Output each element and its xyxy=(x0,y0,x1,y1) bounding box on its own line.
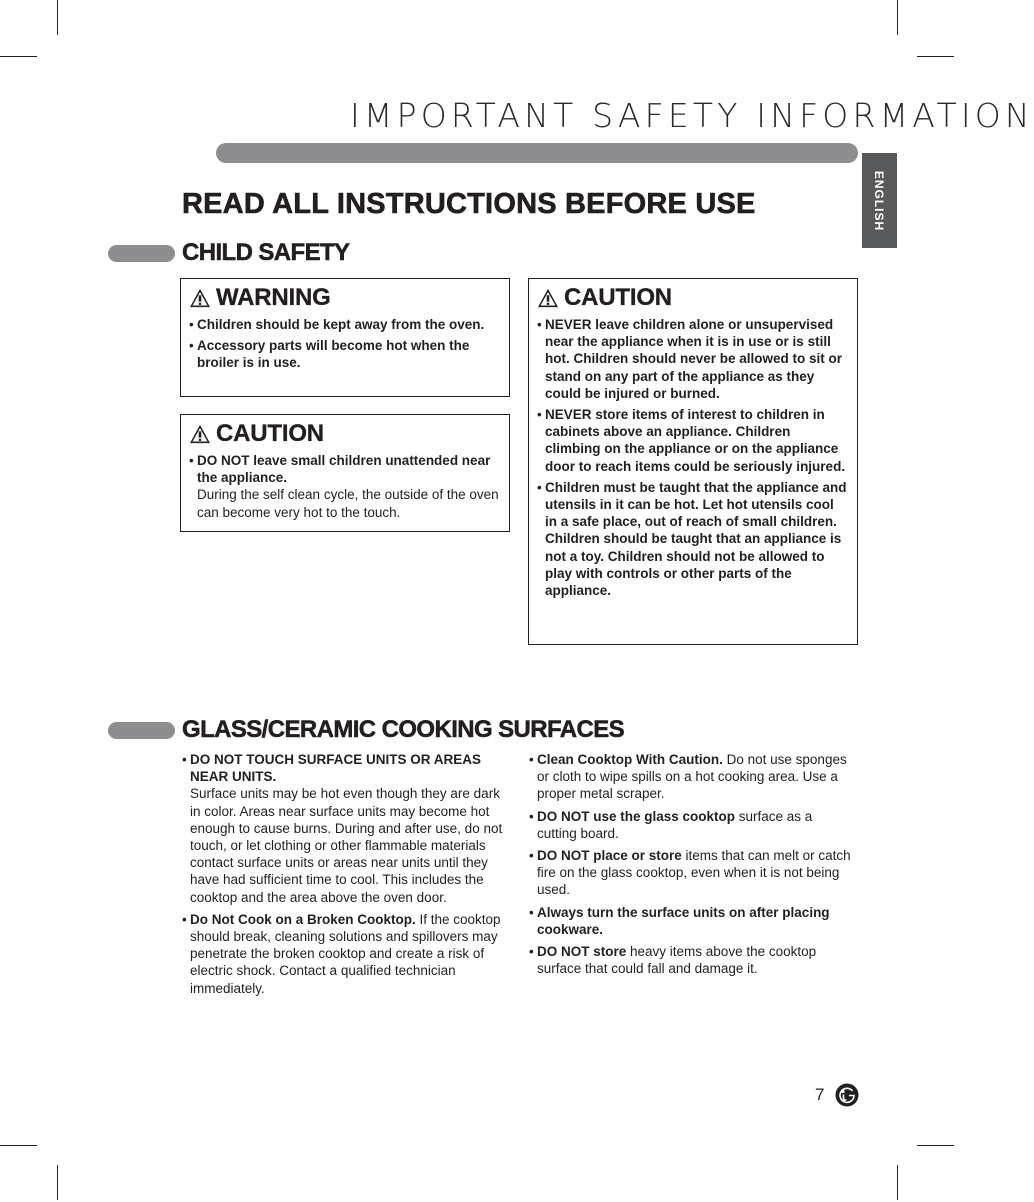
warning-box xyxy=(180,278,510,397)
glass-ceramic-left-column xyxy=(182,751,507,1002)
list-item: • DO NOT store heavy items above the cooktop surface that could fall and damage it. xyxy=(529,943,854,977)
warning-label: WARNING xyxy=(216,284,331,311)
section-title-child-safety: CHILD SAFETY xyxy=(182,239,350,266)
list-item: • DO NOT TOUCH SURFACE UNITS OR AREAS NEAR UNITS. Surface units may be hot even though they are dark in color. Areas near surface units may become hot enough to cause burns. During and after use, do not touch, or let clothing or other flammable materials contact surface units or areas near units until they have had sufficient time to cool. This includes the cooktop and the area above the oven door. xyxy=(182,751,507,906)
list-item: • Do Not Cook on a Broken Cooktop. If the cooktop should break, cleaning solutions and spillovers may penetrate the broken cooktop and create a risk of electric shock. Contact a qualified technician immediately. xyxy=(182,911,507,997)
warning-triangle-icon xyxy=(189,424,211,444)
crop-mark xyxy=(57,1165,58,1200)
section-title-glass-ceramic: GLASS/CERAMIC COOKING SURFACES xyxy=(182,716,625,743)
glass-ceramic-list-left xyxy=(182,751,507,997)
warning-triangle-icon xyxy=(537,288,559,308)
warning-box-title xyxy=(189,283,501,313)
list-item: • NEVER leave children alone or unsupervised near the appliance when it is in use or is still hot. Children should never be allowed to sit or stand on any part of the appliance as they could be injured or burned. xyxy=(537,316,849,402)
caution-box-title xyxy=(537,283,849,313)
main-heading: READ ALL INSTRUCTIONS BEFORE USE xyxy=(182,188,756,220)
crop-mark xyxy=(0,56,37,57)
list-item: • NEVER store items of interest to children in cabinets above an appliance. Children climbing on the appliance or on the appliance door to reach items could be seriously injured. xyxy=(537,406,849,475)
caution-label: CAUTION xyxy=(216,420,324,447)
crop-mark xyxy=(897,1165,898,1200)
glass-ceramic-list-right xyxy=(529,751,854,977)
list-item: • DO NOT place or store items that can melt or catch fire on the glass cooktop, even when it is not being used. xyxy=(529,847,854,899)
page-number: 7 xyxy=(815,1085,825,1104)
list-item: • Children must be taught that the appliance and utensils in it can be hot. Let hot utensils cool in a safe place, out of reach of small children. Children should be taught that an appliance is not a toy. Children should not be allowed to play with controls or other parts of the appliance. xyxy=(537,479,849,599)
language-tab xyxy=(862,153,897,248)
crop-mark xyxy=(897,0,898,35)
section-pill xyxy=(108,722,175,739)
caution-list xyxy=(189,452,501,521)
list-item: • DO NOT leave small children unattended near the appliance. During the self clean cycle, the outside of the oven can become very hot to the touch. xyxy=(189,452,501,521)
list-item: • DO NOT use the glass cooktop surface as a cutting board. xyxy=(529,808,854,842)
warning-triangle-icon xyxy=(189,288,211,308)
caution-box-large xyxy=(528,278,858,645)
glass-ceramic-right-column xyxy=(529,751,854,982)
crop-mark xyxy=(917,1145,954,1146)
list-item: • Always turn the surface units on after placing cookware. xyxy=(529,904,854,938)
caution-label: CAUTION xyxy=(564,284,672,311)
page-header-title: IMPORTANT SAFETY INFORMATION xyxy=(350,96,1034,135)
lg-logo-icon xyxy=(835,1083,859,1107)
caution-box-title xyxy=(189,419,501,449)
list-item: • Clean Cooktop With Caution. Do not use sponges or cloth to wipe spills on a hot cooking area. Use a proper metal scraper. xyxy=(529,751,854,803)
list-item: • Accessory parts will become hot when the broiler is in use. xyxy=(189,337,501,371)
caution-list xyxy=(537,316,849,599)
list-item: • Children should be kept away from the oven. xyxy=(189,316,501,333)
header-bar xyxy=(216,143,858,163)
caution-box-small xyxy=(180,414,510,532)
crop-mark xyxy=(0,1145,37,1146)
warning-list xyxy=(189,316,501,372)
crop-mark xyxy=(917,56,954,57)
crop-mark xyxy=(57,0,58,35)
language-tab-label: ENGLISH xyxy=(872,170,886,232)
section-pill xyxy=(108,245,175,262)
